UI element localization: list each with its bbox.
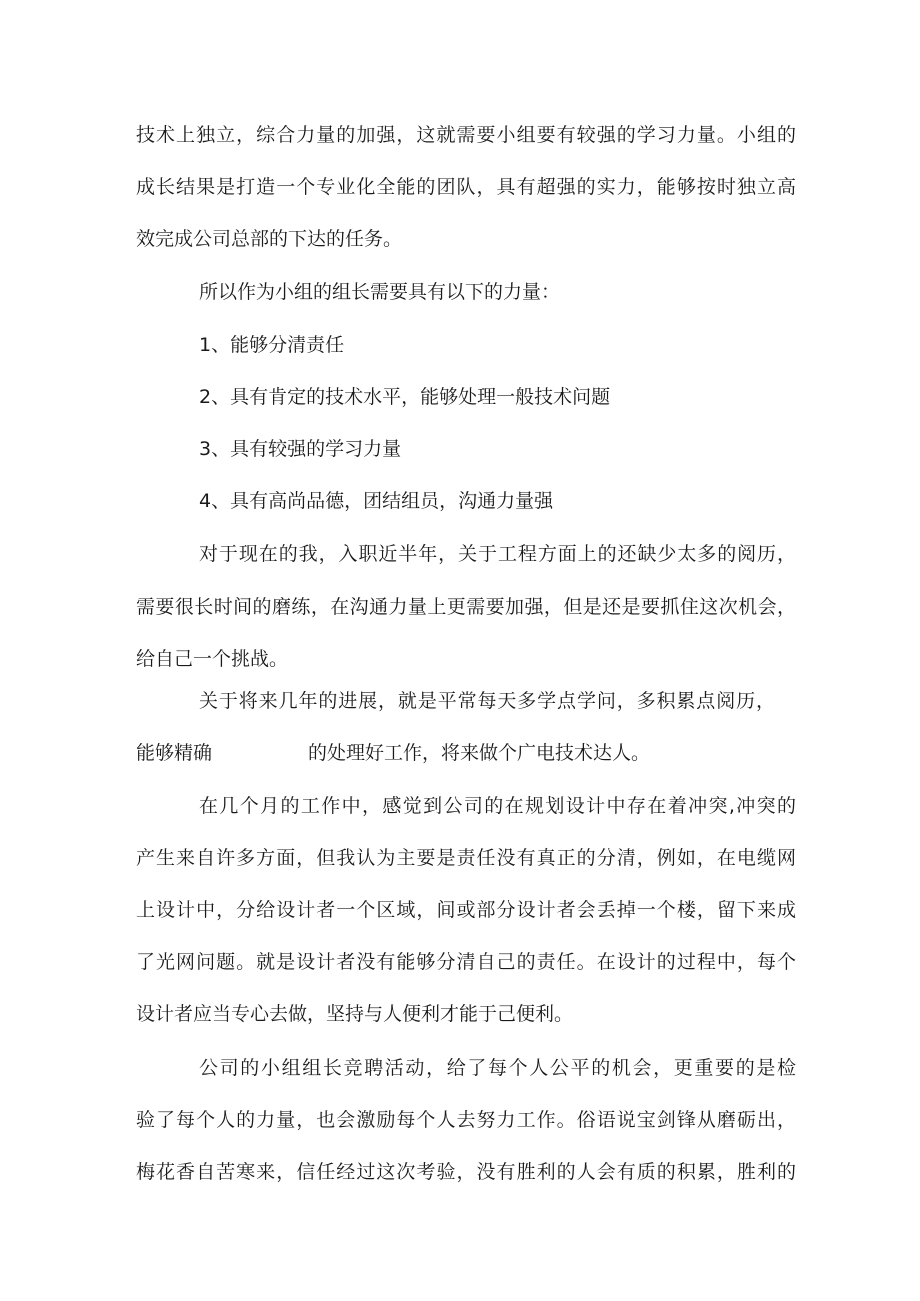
- paragraph-line: 效完成公司总部的下达的任务。: [136, 228, 403, 250]
- paragraph-line: 验了每个人的力量，也会激励每个人去努力工作。俗语说宝剑锋从磨砺出，: [136, 1109, 796, 1131]
- paragraph-line: 所以作为小组的组长需要具有以下的力量：: [199, 281, 561, 303]
- paragraph-segment: 的处理好工作，将来做个广电技术达人。: [308, 742, 651, 764]
- paragraph-line: 给自己一个挑战。: [136, 648, 289, 670]
- list-item: 1、能够分清责任: [199, 334, 345, 356]
- paragraph-line: 关于将来几年的进展，就是平常每天多学点学问，多积累点阅历，: [199, 690, 775, 712]
- list-item: 2、具有肯定的技术水平，能够处理一般技术问题: [199, 386, 611, 408]
- paragraph-segment: 能够精确: [136, 742, 213, 764]
- list-item: 4、具有高尚品德，团结组员，沟通力量强: [199, 490, 554, 512]
- list-item: 3、具有较强的学习力量: [199, 438, 402, 460]
- paragraph-line: 成长结果是打造一个专业化全能的团队，具有超强的实力，能够按时独立高: [136, 176, 796, 198]
- paragraph-line: 在几个月的工作中，感觉到公司的在规划设计中存在着冲突,冲突的: [199, 795, 796, 817]
- paragraph-line: 产生来自许多方面，但我认为主要是责任没有真正的分清，例如，在电缆网: [136, 847, 796, 869]
- paragraph-line: 了光网问题。就是设计者没有能够分清自己的责任。在设计的过程中，每个: [136, 951, 796, 973]
- paragraph-line: 上设计中，分给设计者一个区域，间或部分设计者会丢掉一个楼，留下来成: [136, 899, 796, 921]
- paragraph-line: 梅花香自苦寒来，信任经过这次考验，没有胜利的人会有质的积累，胜利的: [136, 1161, 796, 1183]
- paragraph-line: 对于现在的我，入职近半年，关于工程方面上的还缺少太多的阅历，: [199, 543, 796, 565]
- paragraph-line: 技术上独立，综合力量的加强，这就需要小组要有较强的学习力量。小组的: [136, 124, 796, 146]
- paragraph-line: 公司的小组组长竞聘活动，给了每个人公平的机会，更重要的是检: [199, 1057, 796, 1079]
- paragraph-line: 需要很长时间的磨练，在沟通力量上更需要加强，但是还是要抓住这次机会，: [136, 596, 796, 618]
- paragraph-line: 设计者应当专心去做，坚持与人便利才能于己便利。: [136, 1003, 574, 1025]
- paragraph-line: [136, 740, 650, 766]
